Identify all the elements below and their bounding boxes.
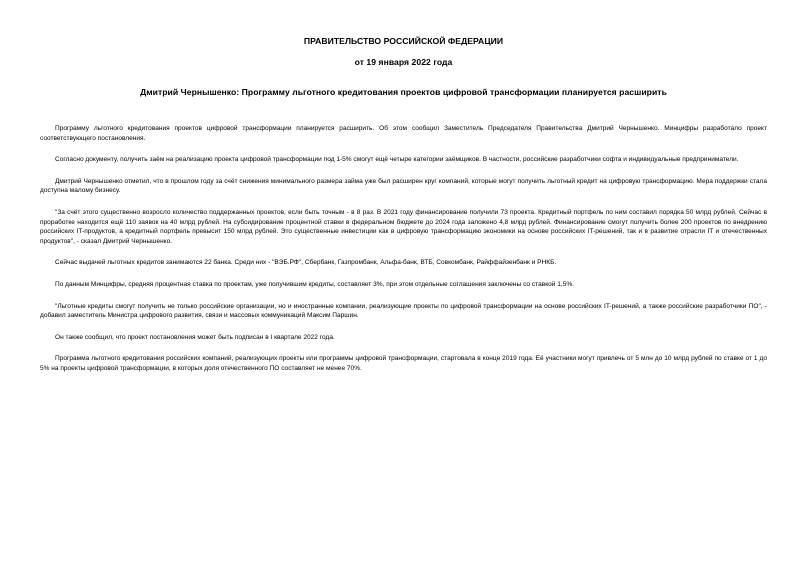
paragraph: "За счёт этого существенно возросло количество поддержанных проектов, если быть точным - в 8 раз. В 2021 году финансирование получили 73 проекта. Кредитный портфель по ним составил порядка 50 млрд рублей. Сейчас в проработке находится ещё 110 заявок на 40 млрд рублей. На субсидирование процентной ставки в федеральном бюджете до 2024 года заложено 4,8 млрд рублей. Финансирование смогут получить более 200 проектов по внедрению российских IT-продуктов, а кредитный портфель превысит 150 млрд рублей. Это существенные инвестиции как в цифровую трансформацию экономики на основе российских IT-решений, так и в развитие отрасли IT и отечественных продуктов", - сказал Дмитрий Чернышенко. [40,208,767,245]
paragraph: По данным Минцифры, средняя процентная ставка по проектам, уже получившим кредиты, составляет 3%, при этом отдельные соглашения заключены со ставкой 1,5%. [55,280,574,288]
document-body [40,124,767,386]
document-date: от 19 января 2022 года [354,57,453,67]
paragraph: Дмитрий Чернышенко отметил, что в прошлом году за счёт снижения минимального размера займа уже был расширен круг компаний, которые могут получить льготный кредит на цифровую трансформацию. Мера поддержки стала доступна малому бизнесу. [40,177,767,195]
paragraph: "Льготные кредиты смогут получить не только российские организации, но и иностранные компании, реализующие проекты по цифровой трансформации на основе российских IT-решений, а также российские разработчики ПО", - добавил заместитель Министра цифрового развития, связи и массовых коммуникаций Максим Паршин. [40,302,767,320]
headline: Дмитрий Чернышенко: Программу льготного кредитования проектов цифровой трансформации планируется расширить [140,87,667,97]
paragraph: Сейчас выдачей льготных кредитов занимаются 22 банка. Среди них - "ВЭБ.РФ", Сбербанк, Газпромбанк, Альфа-банк, ВТБ, Совкомбанк, Райффайзенбанк и РНКБ. [55,259,557,267]
paragraph: Он также сообщил, что проект постановления может быть подписан в I квартале 2022 года. [55,333,335,341]
paragraph: Программа льготного кредитования российских компаний, реализующих проекты или программы цифровой трансформации, стартовала в конце 2019 года. Её участники могут привлечь от 5 млн до 10 млрд рублей по ставке от 1 до 5% на проекты цифровой трансформации, в которых доля отечественного ПО составляет не менее 70%. [40,355,767,372]
paragraph: Программу льготного кредитования проектов цифровой трансформации планируется расширить. Об этом сообщил Заместитель Председателя Правительства Дмитрий Чернышенко. Минцифры разработало проект соответствующего постановления. [40,125,767,142]
issuing-authority: ПРАВИТЕЛЬСТВО РОССИЙСКОЙ ФЕДЕРАЦИИ [303,36,504,46]
paragraph: Согласно документу, получить заём на реализацию проекта цифровой трансформации под 1-5% смогут ещё четыре категории заёмщиков. В частности, российские разработчики софта и индивидуальные предприниматели. [55,156,739,164]
